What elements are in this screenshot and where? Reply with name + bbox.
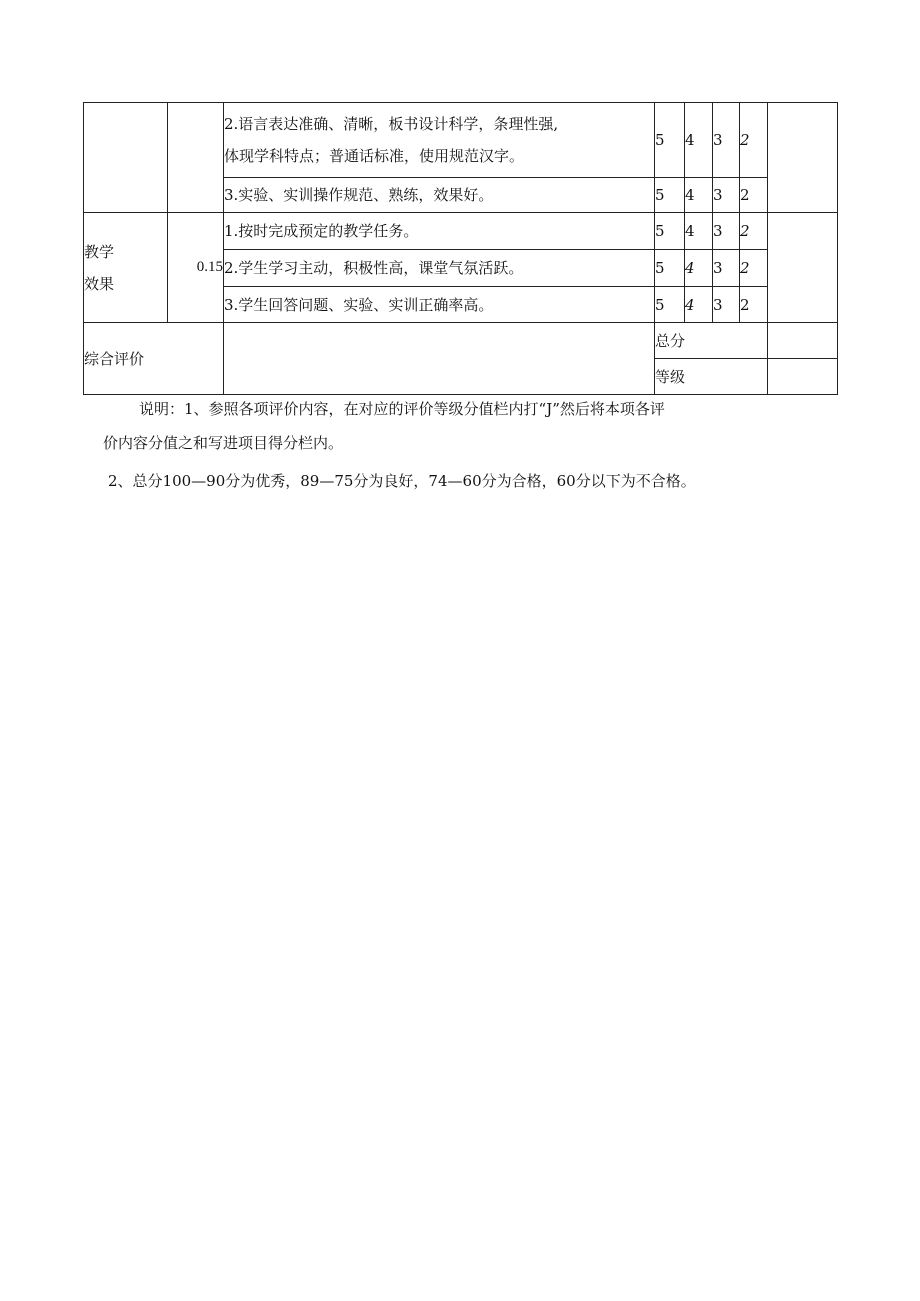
grade-2: 2 — [740, 103, 768, 178]
table-row — [84, 323, 838, 359]
grade-4: 4 — [685, 178, 713, 213]
grade-4: 4 — [685, 250, 713, 287]
note-line-1: 说明：1、参照各项评价内容，在对应的评价等级分值栏内打“J”然后将本项各评 — [139, 400, 665, 418]
table-row — [84, 213, 838, 250]
criterion-text: 3.实验、实训操作规范、熟练，效果好。 — [224, 178, 655, 213]
grade-3: 3 — [713, 213, 740, 250]
weight-cell: 0.15 — [168, 213, 224, 323]
evaluation-table — [83, 102, 838, 395]
summary-content-cell — [224, 323, 655, 395]
grade-5: 5 — [655, 287, 685, 323]
grade-2: 2 — [740, 250, 768, 287]
grade-4: 4 — [685, 213, 713, 250]
grade-5: 5 — [655, 103, 685, 178]
total-score-label: 总分 — [655, 323, 768, 359]
table-row — [84, 103, 838, 178]
grade-3: 3 — [713, 287, 740, 323]
summary-label: 综合评价 — [84, 323, 224, 395]
category-cell — [84, 103, 168, 213]
criterion-text: 2.学生学习主动，积极性高，课堂气氛活跃。 — [224, 250, 655, 287]
grade-3: 3 — [713, 250, 740, 287]
grade-5: 5 — [655, 250, 685, 287]
item-score-cell — [768, 103, 838, 213]
note-line-2: 2、总分100—90分为优秀，89—75分为良好，74—60分为合格，60分以下为不合格。 — [108, 472, 696, 490]
grade-3: 3 — [713, 103, 740, 178]
category-cell: 教学 效果 — [84, 213, 168, 323]
level-value — [768, 359, 838, 395]
criterion-text: 3.学生回答问题、实验、实训正确率高。 — [224, 287, 655, 323]
grade-3: 3 — [713, 178, 740, 213]
level-label: 等级 — [655, 359, 768, 395]
grade-2: 2 — [740, 287, 768, 323]
grade-2: 2 — [740, 213, 768, 250]
grade-4: 4 — [685, 103, 713, 178]
criterion-text: 2.语言表达准确、清晰，板书设计科学，条理性强, 体现学科特点；普通话标准，使用规范汉字。 — [224, 103, 655, 178]
total-score-value — [768, 323, 838, 359]
weight-cell — [168, 103, 224, 213]
grade-5: 5 — [655, 213, 685, 250]
grade-5: 5 — [655, 178, 685, 213]
note-line-1-continued: 价内容分值之和写进项目得分栏内。 — [103, 434, 344, 452]
criterion-text: 1.按时完成预定的教学任务。 — [224, 213, 655, 250]
grade-2: 2 — [740, 178, 768, 213]
item-score-cell — [768, 213, 838, 323]
grade-4: 4 — [685, 287, 713, 323]
